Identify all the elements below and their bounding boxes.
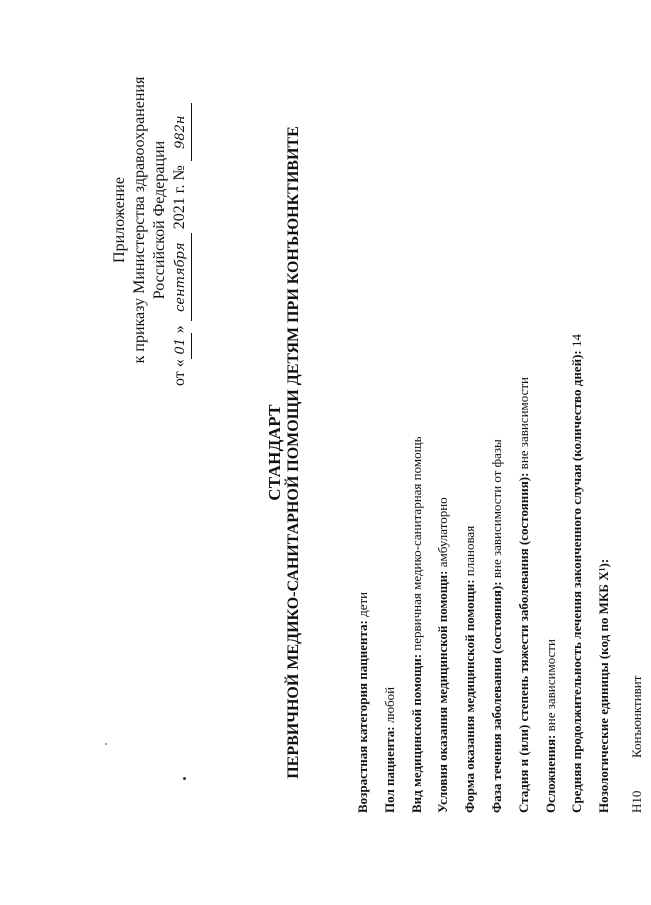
nosology-name: Конъюнктивит: [628, 675, 644, 758]
order-number: 982н: [171, 103, 192, 161]
nosology-code: H10: [628, 790, 644, 813]
field-row: [430, 33, 457, 813]
standard-heading: СТАНДАРТ: [265, 404, 284, 501]
field-value: вне зависимости: [542, 639, 558, 732]
field-label: Вид медицинской помощи:: [408, 653, 424, 813]
field-value: первичная медико-санитарная помощь: [408, 436, 424, 651]
field-value: дети: [355, 591, 370, 617]
field-value: любой: [381, 686, 397, 724]
field-value: вне зависимости: [515, 377, 531, 470]
field-label: Форма оказания медицинской помощи:: [462, 579, 478, 813]
field-row: [538, 33, 565, 813]
field-label: Средняя продолжительность лечения законченного случая (количество дней):: [569, 350, 585, 813]
field-value: вне зависимости от фазы: [488, 439, 504, 579]
field-label: Осложнения:: [542, 734, 558, 813]
field-value: 14: [569, 334, 585, 348]
field-label: Условия оказания медицинской помощи:: [435, 570, 451, 813]
standard-title: ПЕРВИЧНОЙ МЕДИКО-САНИТАРНОЙ ПОМОЩИ ДЕТЯМ ПРИ КОНЪЮНКТИВИТЕ: [285, 126, 302, 779]
nosology-row: [624, 33, 651, 813]
appendix-ministry: Российской Федерации: [151, 140, 168, 300]
ink-dot: [105, 743, 107, 745]
standard-fields: [350, 33, 651, 813]
field-row: [404, 33, 431, 813]
field-row: [377, 33, 404, 813]
field-value: плановая: [462, 525, 478, 577]
field-row: [484, 33, 511, 813]
appendix-date-line: [170, 40, 192, 400]
appendix-block: [110, 40, 192, 400]
field-label: Пол пациента:: [381, 726, 397, 813]
field-row: [511, 33, 538, 813]
appendix-order: к приказу Министерства здравоохранения: [131, 76, 148, 364]
field-row: [350, 33, 377, 813]
ink-dot: [183, 777, 186, 780]
field-row: [591, 33, 618, 813]
field-label: Нозологические единицы (код по МКБ X¹):: [596, 558, 612, 813]
date-separator: »: [171, 325, 188, 334]
field-label: Возрастная категория пациента:: [355, 620, 370, 813]
field-value: амбулаторно: [435, 497, 451, 568]
field-label: Стадия и (или) степень тяжести заболевания (состояния):: [515, 472, 531, 813]
date-year: 2021 г. №: [171, 165, 188, 230]
field-row: [564, 33, 591, 813]
date-day: 01: [171, 333, 192, 359]
date-month: сентября: [171, 233, 192, 321]
date-prefix: от «: [171, 359, 188, 386]
appendix-title: Приложение: [111, 177, 128, 263]
field-label: Фаза течения заболевания (состояния):: [488, 581, 504, 813]
field-row: [457, 33, 484, 813]
